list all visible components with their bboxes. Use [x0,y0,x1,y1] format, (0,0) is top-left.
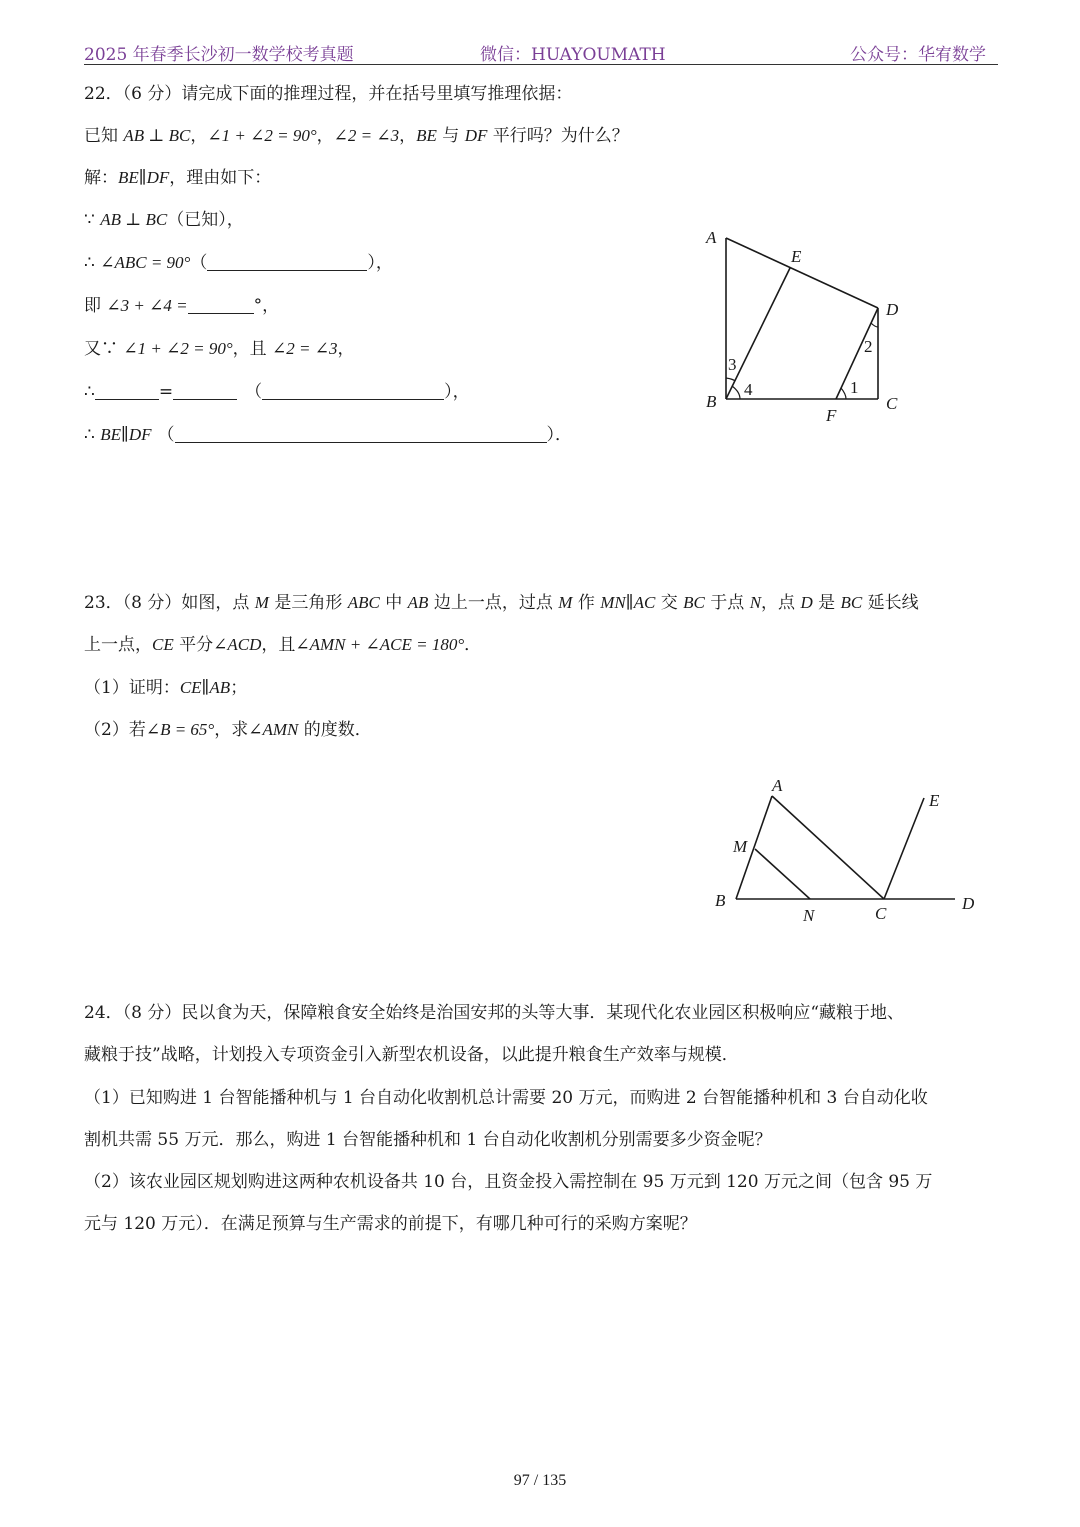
label-b: B [715,891,726,910]
label-m: M [733,837,748,856]
arc-angle-4 [732,386,740,399]
header-wechat: 微信：HUAYOUMATH [480,45,666,65]
q24-part-2-b: 元与 120 万元）．在满足预算与生产需求的前提下，有哪几种可行的采购方案呢？ [84,1214,697,1234]
arc-angle-1 [841,388,846,399]
q22-step-4: 又∵ ∠1 + ∠2 = 90°，且 ∠2 = ∠3， [84,339,355,359]
label-c: C [875,904,887,923]
header-account: 公众号：华宥数学 [850,45,986,65]
label-angle-4: 4 [744,380,753,399]
label-f: F [826,406,837,425]
segment-mn [755,849,810,899]
q22-step-5: ∴ = （ ）， [84,382,470,402]
q23-figure [710,772,986,928]
header-title: 2025 年春季长沙初一数学校考真题 [84,45,354,65]
label-a: A [772,776,783,795]
label-c: C [886,394,898,413]
label-e: E [791,247,802,266]
label-d: D [962,894,975,913]
segment-ad [726,238,878,308]
q24-part-1-a: （1）已知购进 1 台智能播种机与 1 台自动化收割机总计需要 20 万元，而购进 2 台智能播种机和 3 台自动化收 [84,1088,928,1108]
label-e: E [929,791,940,810]
q23-part-1: （1）证明：CE∥AB； [84,678,248,698]
q23-stem-1: 23．（8 分）如图，点 M 是三角形 ABC 中 AB 边上一点，过点 M 作 MN∥AC 交 BC 于点 N，点 D 是 BC 延长线 [84,593,919,613]
label-a: A [706,228,717,247]
q22-conclusion: ∴ BE∥DF （ ）． [84,425,573,445]
q22-solution-intro: 解：BE∥DF，理由如下： [84,168,272,188]
label-n: N [803,906,815,925]
q23-stem-2: 上一点，CE 平分∠ACD，且∠AMN + ∠ACE = 180°． [84,635,482,655]
q22-given: 已知 AB ⊥ BC，∠1 + ∠2 = 90°，∠2 = ∠3，BE 与 DF 平行吗？为什么？ [84,126,629,146]
q22-figure [700,224,910,429]
blank-right-angle[interactable] [173,381,237,400]
q22-step-1: ∵ AB ⊥ BC（已知）， [84,210,244,230]
label-angle-1: 1 [850,378,859,397]
arc-angle-3 [726,378,735,381]
q23-part-2: （2）若∠B = 65°，求∠AMN 的度数． [84,720,372,740]
page-number: 97 / 135 [513,1472,567,1489]
segment-ac [772,796,884,899]
label-angle-2: 2 [864,337,873,356]
label-d: D [886,300,899,319]
label-b: B [706,392,717,411]
blank-reason-3[interactable] [175,424,547,443]
segment-be [726,268,790,399]
q24-stem-2: 藏粮于技”战略，计划投入专项资金引入新型农机设备，以此提升粮食生产效率与规模． [84,1045,739,1065]
blank-angle-sum[interactable] [188,295,254,314]
q24-part-1-b: 割机共需 55 万元．那么，购进 1 台智能播种机和 1 台自动化收割机分别需要多少资金呢？ [84,1130,772,1150]
blank-reason-1[interactable] [207,252,367,271]
label-angle-3: 3 [728,355,737,374]
q22-step-3: 即 ∠3 + ∠4 = °， [84,296,280,316]
q22-title: 22．（6 分）请完成下面的推理过程，并在括号里填写推理依据： [84,84,573,104]
arc-angle-2 [871,323,878,327]
segment-ce [884,798,924,899]
q22-step-2: ∴ ∠ABC = 90°（ ）， [84,253,393,273]
page-header [84,38,998,65]
q24-part-2-a: （2）该农业园区规划购进这两种农机设备共 10 台，且资金投入需控制在 95 万元到 120 万元之间（包含 95 万 [84,1172,933,1192]
blank-left-angle[interactable] [95,381,159,400]
blank-reason-2[interactable] [262,381,444,400]
q24-stem-1: 24．（8 分）民以食为天，保障粮食安全始终是治国安邦的头等大事．某现代化农业园区积极响应“藏粮于地、 [84,1003,905,1023]
